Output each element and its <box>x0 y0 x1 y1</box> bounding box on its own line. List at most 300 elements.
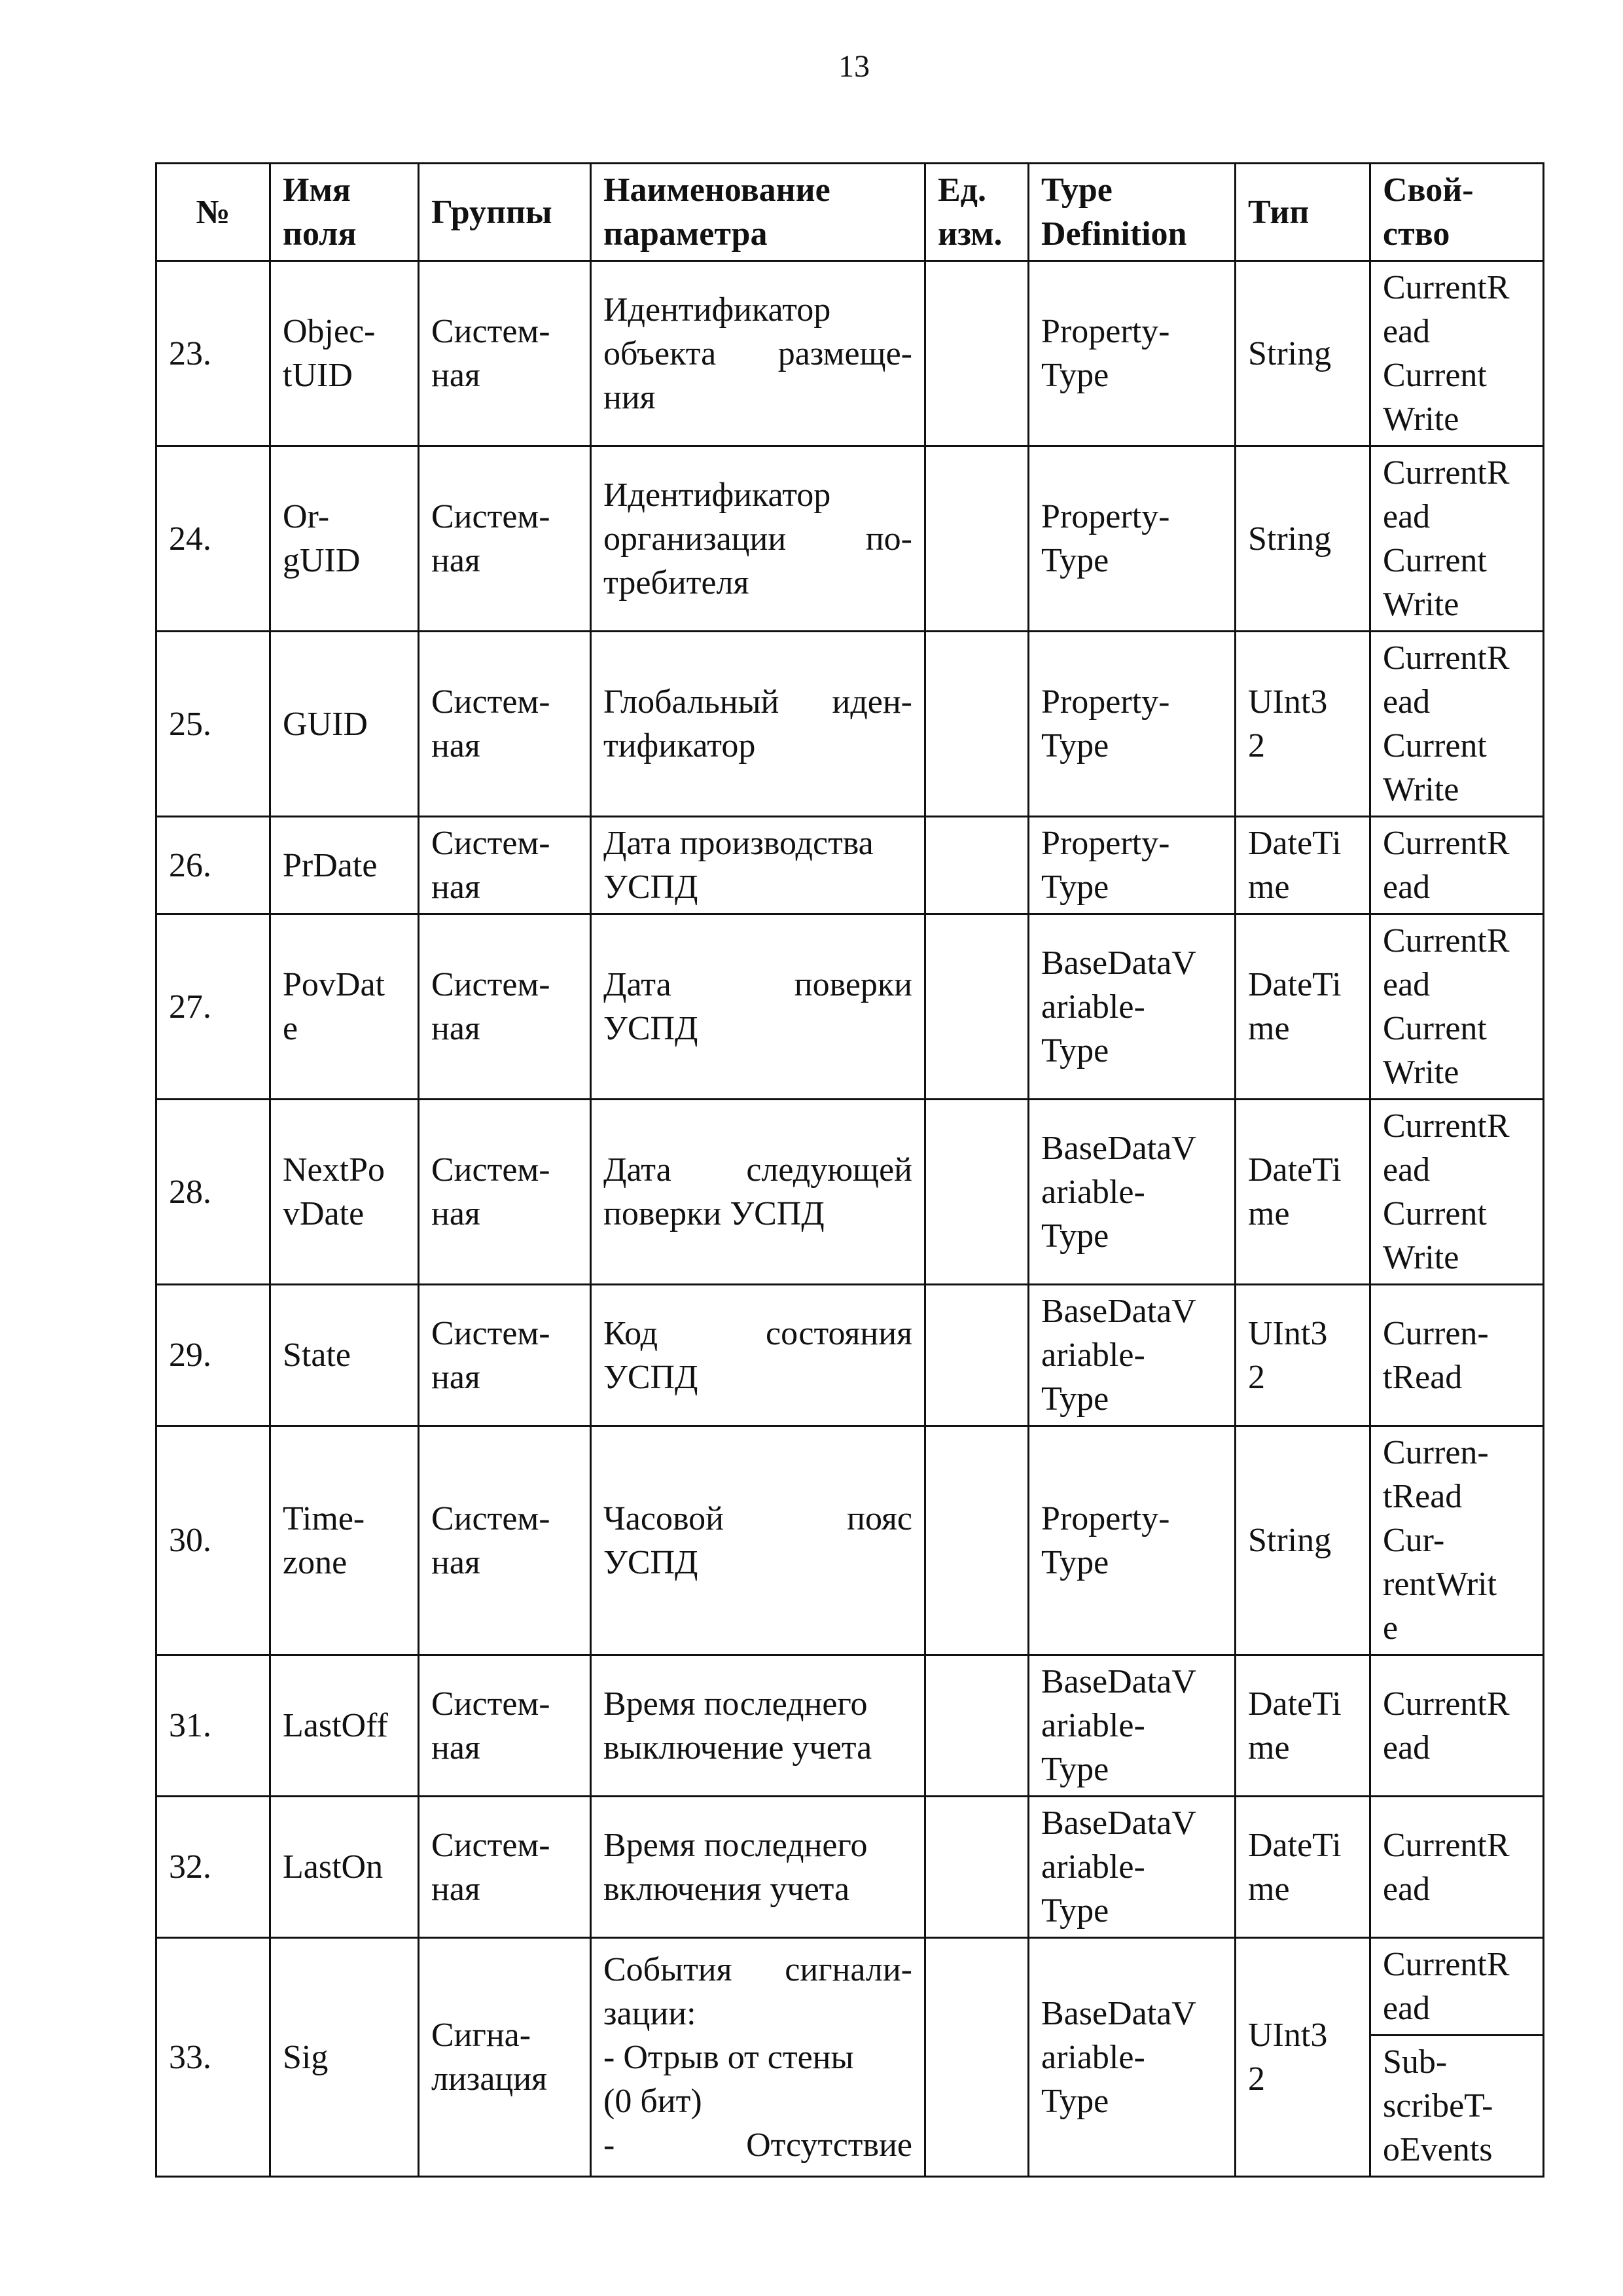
type-definition-line: BaseDataV <box>1041 1663 1196 1700</box>
title-word: включения учета <box>603 1870 850 1908</box>
property-line: Write <box>1383 1239 1459 1276</box>
parameter-title <box>591 1100 925 1285</box>
row-number: 30. <box>156 1426 270 1655</box>
header-line: изм. <box>938 215 1003 253</box>
group-line: ная <box>431 1543 480 1581</box>
type-definition-line: ariable- <box>1041 1336 1145 1374</box>
title-line <box>603 1867 912 1911</box>
property-access <box>1370 632 1544 817</box>
data-type-line: DateTi <box>1248 1826 1342 1864</box>
unit-cell <box>925 1797 1029 1938</box>
column-header-title <box>591 164 925 261</box>
group-line: Систем- <box>431 825 550 862</box>
title-word: Идентификатор <box>603 476 831 514</box>
title-word: Глобальный <box>603 683 779 721</box>
data-type-line: 2 <box>1248 2060 1265 2098</box>
unit-cell <box>925 632 1029 817</box>
header-line: ство <box>1383 215 1450 253</box>
table-row <box>156 1797 1544 1938</box>
header-line: Свой- <box>1383 171 1474 209</box>
type-definition <box>1029 632 1236 817</box>
property-line: Current <box>1383 357 1487 394</box>
data-type <box>1236 1655 1370 1797</box>
title-line <box>603 1148 912 1192</box>
title-word: ния <box>603 378 656 416</box>
property-line: Sub- <box>1383 2043 1448 2081</box>
title-word: Код <box>603 1314 658 1352</box>
type-definition-line: ariable- <box>1041 1848 1145 1886</box>
unit-cell <box>925 1285 1029 1426</box>
header-line: поля <box>283 215 357 253</box>
property-line: oEvents <box>1383 2131 1493 2168</box>
property-line: scribeT- <box>1383 2087 1493 2125</box>
field-name <box>270 817 419 914</box>
property-line: CurrentR <box>1383 922 1510 960</box>
data-type-line: DateTi <box>1248 1151 1342 1189</box>
group-line: лизация <box>431 2060 547 2098</box>
group-name <box>419 1100 591 1285</box>
title-line <box>603 1192 912 1236</box>
property-line: Current <box>1383 1010 1487 1047</box>
property-line: ead <box>1383 1870 1431 1908</box>
field-name <box>270 1426 419 1655</box>
field-name-line: gUID <box>283 542 361 579</box>
data-type-line: String <box>1248 334 1332 372</box>
title-line <box>603 517 912 561</box>
title-word: поверки УСПД <box>603 1195 825 1232</box>
table-row <box>156 1285 1544 1426</box>
property-line: tRead <box>1383 1358 1463 1396</box>
field-name-line: e <box>283 1010 298 1047</box>
data-type-line: String <box>1248 520 1332 558</box>
group-line: Систем- <box>431 1685 550 1723</box>
title-line <box>603 1007 912 1050</box>
parameter-title <box>591 446 925 632</box>
type-definition-line: ariable- <box>1041 1707 1145 1744</box>
field-name <box>270 1938 419 2177</box>
group-line: ная <box>431 1870 480 1908</box>
property-line: CurrentR <box>1383 825 1510 862</box>
page-number: 13 <box>838 49 870 84</box>
unit-cell <box>925 1426 1029 1655</box>
header-line: Имя <box>283 171 351 209</box>
row-number: 26. <box>156 817 270 914</box>
type-definition-line: Type <box>1041 1543 1109 1581</box>
title-line <box>603 821 912 865</box>
type-definition <box>1029 1426 1236 1655</box>
unit-cell <box>925 1938 1029 2177</box>
group-line: Систем- <box>431 1314 550 1352</box>
property-split <box>1371 1939 1543 2176</box>
title-word: - <box>603 2126 615 2164</box>
type-definition-line: Type <box>1041 2082 1109 2120</box>
header-line: параметра <box>603 215 768 253</box>
title-line <box>603 680 912 724</box>
title-word: Дата производства <box>603 825 874 862</box>
group-line: ная <box>431 1195 480 1232</box>
group-name <box>419 1285 591 1426</box>
group-name <box>419 914 591 1100</box>
type-definition-line: BaseDataV <box>1041 1994 1196 2032</box>
group-line: Систем- <box>431 1151 550 1189</box>
group-line: ная <box>431 1358 480 1396</box>
title-line <box>603 1497 912 1541</box>
row-number: 23. <box>156 261 270 446</box>
group-line: ная <box>431 357 480 394</box>
field-name <box>270 1100 419 1285</box>
type-definition-line: BaseDataV <box>1041 944 1196 982</box>
property-line: ead <box>1383 498 1431 535</box>
header-line: Наименование <box>603 171 830 209</box>
field-name-line: zone <box>283 1543 348 1581</box>
field-name-line: tUID <box>283 357 353 394</box>
group-line: Сигна- <box>431 2017 531 2054</box>
type-definition-line: Property- <box>1041 1499 1170 1537</box>
property-line: CurrentR <box>1383 1946 1510 1983</box>
group-line: Систем- <box>431 1499 550 1537</box>
field-name-line: LastOff <box>283 1707 388 1744</box>
property-access <box>1370 1797 1544 1938</box>
data-type-line: 2 <box>1248 727 1265 764</box>
title-line <box>603 1992 912 2036</box>
data-type-line: UInt3 <box>1248 1314 1328 1352</box>
data-type <box>1236 1100 1370 1285</box>
group-line: ная <box>431 1010 480 1047</box>
type-definition-line: Type <box>1041 1892 1109 1929</box>
data-type <box>1236 817 1370 914</box>
field-name <box>270 632 419 817</box>
row-number: 33. <box>156 1938 270 2177</box>
type-definition <box>1029 261 1236 446</box>
title-line <box>603 376 912 420</box>
title-word: выключение учета <box>603 1729 872 1767</box>
title-word: зации: <box>603 1994 696 2032</box>
data-type-line: me <box>1248 1010 1290 1047</box>
title-word: УСПД <box>603 1543 698 1581</box>
property-line: CurrentR <box>1383 1685 1510 1723</box>
property-access <box>1370 914 1544 1100</box>
title-word: (0 бит) <box>603 2082 702 2120</box>
field-name-line: Sig <box>283 2038 329 2076</box>
title-line <box>603 1541 912 1585</box>
property-access <box>1370 446 1544 632</box>
data-type-line: DateTi <box>1248 966 1342 1003</box>
column-header-type <box>1236 164 1370 261</box>
property-line: ead <box>1383 966 1431 1003</box>
data-type-line: me <box>1248 1729 1290 1767</box>
property-line: Write <box>1383 586 1459 623</box>
property-line: Write <box>1383 401 1459 438</box>
group-name <box>419 261 591 446</box>
group-name <box>419 1426 591 1655</box>
type-definition-line: Type <box>1041 542 1109 579</box>
type-definition-line: ariable- <box>1041 988 1145 1026</box>
property-line: ead <box>1383 1729 1431 1767</box>
unit-cell <box>925 446 1029 632</box>
parameters-table <box>155 162 1544 2178</box>
column-header-num <box>156 164 270 261</box>
field-name-line: Time- <box>283 1499 365 1537</box>
header-line: Ед. <box>938 171 986 209</box>
property-line: rentWrit <box>1383 1566 1497 1603</box>
data-type <box>1236 632 1370 817</box>
title-word: сигнали- <box>785 1950 912 1988</box>
group-line: ная <box>431 869 480 906</box>
type-definition-line: ariable- <box>1041 2038 1145 2076</box>
data-type-line: DateTi <box>1248 825 1342 862</box>
title-word: размеще- <box>777 334 912 372</box>
title-word: по- <box>865 520 912 558</box>
field-name-line: Or- <box>283 498 330 535</box>
unit-cell <box>925 1655 1029 1797</box>
property-line: ead <box>1383 869 1431 906</box>
column-header-prop <box>1370 164 1544 261</box>
property-access <box>1370 1285 1544 1426</box>
data-type <box>1236 261 1370 446</box>
property-block <box>1371 2034 1543 2176</box>
parameter-title <box>591 817 925 914</box>
row-number: 31. <box>156 1655 270 1797</box>
title-line <box>603 473 912 517</box>
group-line: Систем- <box>431 966 550 1003</box>
table-row <box>156 914 1544 1100</box>
header-line: Тип <box>1248 193 1310 231</box>
title-line <box>603 963 912 1007</box>
data-type <box>1236 446 1370 632</box>
property-line: Write <box>1383 771 1459 808</box>
property-access <box>1370 1426 1544 1655</box>
title-line <box>603 561 912 605</box>
group-line: Систем- <box>431 683 550 721</box>
title-word: организации <box>603 520 787 558</box>
group-line: Систем- <box>431 1826 550 1864</box>
group-name <box>419 446 591 632</box>
title-line <box>603 865 912 909</box>
parameter-title <box>591 1938 925 2177</box>
title-line <box>603 332 912 376</box>
parameter-title <box>591 1655 925 1797</box>
property-line: Current <box>1383 1195 1487 1232</box>
title-line <box>603 288 912 332</box>
title-word: Дата <box>603 966 671 1003</box>
group-name <box>419 1938 591 2177</box>
property-line: ead <box>1383 313 1431 350</box>
group-line: ная <box>431 727 480 764</box>
table-header-row <box>156 164 1544 261</box>
data-type <box>1236 1938 1370 2177</box>
title-word: УСПД <box>603 869 698 906</box>
property-line: Curren- <box>1383 1314 1489 1352</box>
title-word: пояс <box>847 1499 912 1537</box>
type-definition-line: Type <box>1041 1031 1109 1069</box>
field-name-line: LastOn <box>283 1848 383 1886</box>
property-line: Write <box>1383 1054 1459 1091</box>
title-word: тификатор <box>603 727 756 764</box>
title-word: - Отрыв от стены <box>603 2038 854 2076</box>
title-word: УСПД <box>603 1358 698 1396</box>
type-definition <box>1029 1797 1236 1938</box>
unit-cell <box>925 261 1029 446</box>
title-line <box>603 1355 912 1399</box>
property-line: ead <box>1383 1151 1431 1189</box>
property-access <box>1370 1938 1544 2177</box>
property-line: e <box>1383 1609 1399 1647</box>
type-definition-line: BaseDataV <box>1041 1129 1196 1167</box>
header-line: № <box>196 193 230 231</box>
data-type <box>1236 1797 1370 1938</box>
field-name-line: PovDat <box>283 966 385 1003</box>
row-number: 24. <box>156 446 270 632</box>
data-type <box>1236 1426 1370 1655</box>
title-word: Время последнего <box>603 1685 868 1723</box>
type-definition <box>1029 1285 1236 1426</box>
table-row <box>156 632 1544 817</box>
data-type-line: me <box>1248 1870 1290 1908</box>
type-definition-line: ariable- <box>1041 1173 1145 1211</box>
table-body <box>156 261 1544 2177</box>
title-word: Часовой <box>603 1499 724 1537</box>
type-definition <box>1029 817 1236 914</box>
property-line: ead <box>1383 1990 1431 2027</box>
title-word: объекта <box>603 334 717 372</box>
group-name <box>419 1655 591 1797</box>
property-line: CurrentR <box>1383 639 1510 677</box>
type-definition-line: Property- <box>1041 313 1170 350</box>
title-line <box>603 1726 912 1770</box>
type-definition <box>1029 446 1236 632</box>
field-name <box>270 261 419 446</box>
data-type <box>1236 914 1370 1100</box>
title-word: УСПД <box>603 1010 698 1047</box>
header-line: Definition <box>1041 215 1187 253</box>
property-access <box>1370 1655 1544 1797</box>
type-definition-line: BaseDataV <box>1041 1804 1196 1842</box>
type-definition-line: Property- <box>1041 498 1170 535</box>
table-row <box>156 1938 1544 2177</box>
title-word: Время последнего <box>603 1826 868 1864</box>
group-line: ная <box>431 542 480 579</box>
type-definition <box>1029 914 1236 1100</box>
type-definition-line: Property- <box>1041 683 1170 721</box>
row-number: 32. <box>156 1797 270 1938</box>
title-word: Отсутствие <box>746 2126 912 2164</box>
column-header-group <box>419 164 591 261</box>
title-line <box>603 2123 912 2167</box>
property-access <box>1370 1100 1544 1285</box>
field-name-line: NextPo <box>283 1151 385 1189</box>
unit-cell <box>925 817 1029 914</box>
title-word: иден- <box>832 683 912 721</box>
data-type-line: me <box>1248 869 1290 906</box>
data-type-line: UInt3 <box>1248 2017 1328 2054</box>
type-definition-line: BaseDataV <box>1041 1293 1196 1330</box>
type-definition <box>1029 1655 1236 1797</box>
type-definition <box>1029 1938 1236 2177</box>
title-word: следующей <box>746 1151 912 1189</box>
field-name-line: PrDate <box>283 846 378 884</box>
type-definition-line: Type <box>1041 1217 1109 1255</box>
property-line: CurrentR <box>1383 269 1510 306</box>
table-row <box>156 1426 1544 1655</box>
property-line: Current <box>1383 727 1487 764</box>
parameter-title <box>591 914 925 1100</box>
data-type-line: String <box>1248 1522 1332 1559</box>
header-line: Type <box>1041 171 1113 209</box>
title-word: состояния <box>766 1314 912 1352</box>
unit-cell <box>925 914 1029 1100</box>
row-number: 25. <box>156 632 270 817</box>
title-line <box>603 724 912 768</box>
data-type-line: 2 <box>1248 1358 1265 1396</box>
group-line: Систем- <box>431 313 550 350</box>
data-type-line: me <box>1248 1195 1290 1232</box>
row-number: 29. <box>156 1285 270 1426</box>
title-line <box>603 2036 912 2079</box>
field-name <box>270 1655 419 1797</box>
type-definition-line: Type <box>1041 869 1109 906</box>
property-access <box>1370 817 1544 914</box>
property-access <box>1370 261 1544 446</box>
property-line: Curren- <box>1383 1434 1489 1471</box>
group-name <box>419 1797 591 1938</box>
property-line: CurrentR <box>1383 1107 1510 1145</box>
column-header-unit <box>925 164 1029 261</box>
parameter-title <box>591 1285 925 1426</box>
parameter-title <box>591 632 925 817</box>
title-line <box>603 1823 912 1867</box>
parameter-title <box>591 1426 925 1655</box>
table-row <box>156 1100 1544 1285</box>
group-line: ная <box>431 1729 480 1767</box>
title-line <box>603 1948 912 1992</box>
group-name <box>419 817 591 914</box>
table-row <box>156 817 1544 914</box>
field-name-line: State <box>283 1336 351 1374</box>
title-line <box>603 1682 912 1726</box>
table-row <box>156 261 1544 446</box>
data-type-line: UInt3 <box>1248 683 1328 721</box>
data-type <box>1236 1285 1370 1426</box>
title-word: События <box>603 1950 732 1988</box>
type-definition-line: Type <box>1041 727 1109 764</box>
title-word: Идентификатор <box>603 291 831 329</box>
property-line: CurrentR <box>1383 454 1510 492</box>
row-number: 28. <box>156 1100 270 1285</box>
table-row <box>156 1655 1544 1797</box>
type-definition-line: Type <box>1041 1380 1109 1418</box>
property-line: CurrentR <box>1383 1826 1510 1864</box>
property-line: Cur- <box>1383 1522 1445 1559</box>
field-name-line: vDate <box>283 1195 365 1232</box>
row-number: 27. <box>156 914 270 1100</box>
column-header-typedef <box>1029 164 1236 261</box>
parameter-title <box>591 1797 925 1938</box>
unit-cell <box>925 1100 1029 1285</box>
table-row <box>156 446 1544 632</box>
type-definition <box>1029 1100 1236 1285</box>
title-word: Дата <box>603 1151 671 1189</box>
data-type-line: DateTi <box>1248 1685 1342 1723</box>
field-name <box>270 1285 419 1426</box>
field-name-line: Objec- <box>283 313 376 350</box>
title-word: поверки <box>794 966 912 1003</box>
parameter-title <box>591 261 925 446</box>
title-word: требителя <box>603 564 749 601</box>
group-line: Систем- <box>431 498 550 535</box>
column-header-name <box>270 164 419 261</box>
property-block <box>1371 1939 1543 2034</box>
field-name <box>270 914 419 1100</box>
